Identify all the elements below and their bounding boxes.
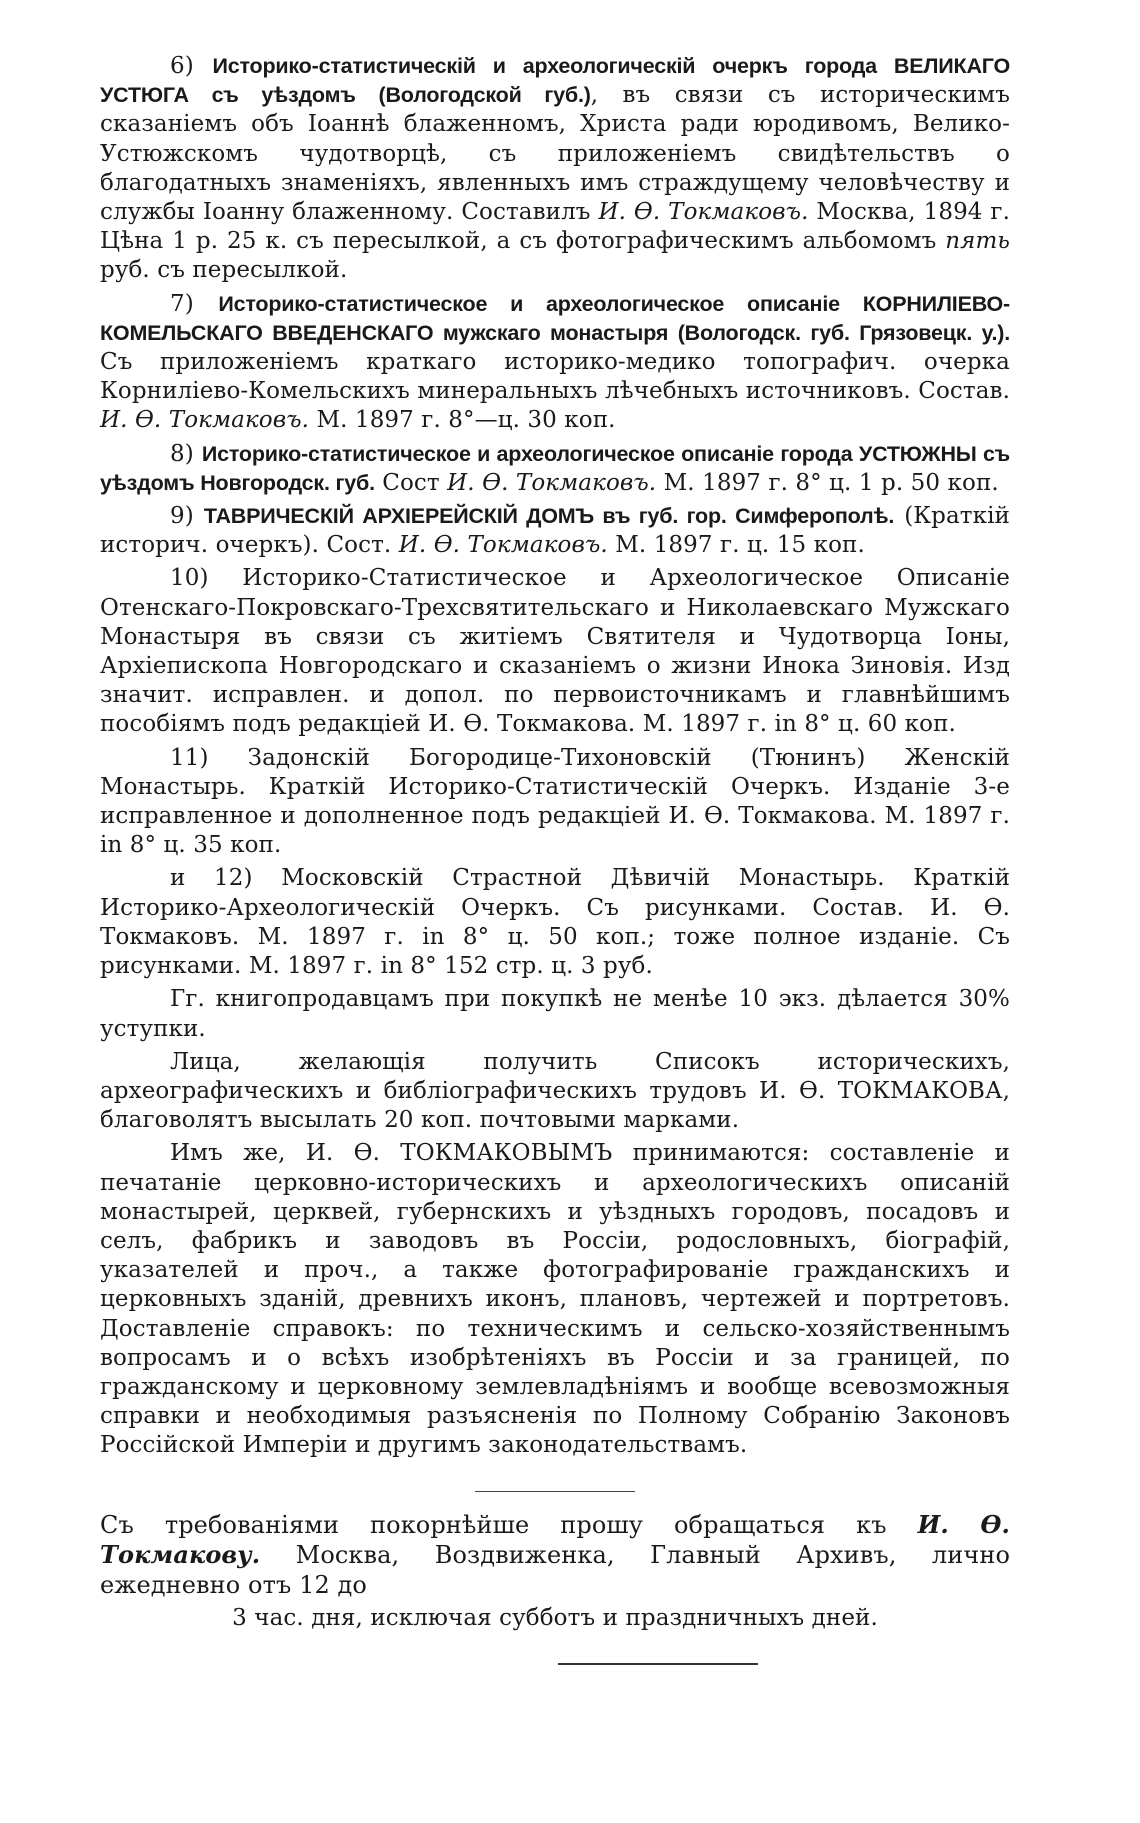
entry-11 [100,744,1010,861]
entry-body: , въ связи съ историческимъ сказаніемъ объ Іоаннѣ блаженномъ, Христа ради юродивомъ, Велико-Устюжскомъ чудотворцѣ, съ приложеніемъ свидѣтельствъ о благодатныхъ знаменіяхъ, явленныхъ имъ страждущему человѣчеству и службы Іоанну блаженному. Составилъ [100,82,1011,226]
entry-author: И. Ѳ. Токмаковъ. [598,199,809,226]
contact-hours: 3 час. дня, исключая субботъ и праздничныхъ дней. [232,1604,878,1631]
entry-title: Историко-статистическое и археологическое описаніе города УСТЮЖНЫ съ уѣздомъ Новгородск. губ. [100,441,1010,495]
services-notice: Имъ же, И. Ѳ. ТОКМАКОВЫМЪ принимаются: составленіе и печатаніе церковно-историческихъ и археологическихъ описаній монастырей, церквей, губернскихъ и уѣздныхъ городовъ, посадовъ и селъ, фабрикъ и заводовъ въ Россіи, родословныхъ, біографій, указателей и проч., а также фотографированіе гражданскихъ и церковныхъ зданій, древнихъ иконъ, плановъ, чертежей и портретовъ. Доставленіе справокъ: по техническимъ и сельско-хозяйственнымъ вопросамъ и о всѣхъ изобрѣтеніяхъ въ Россіи и за границей, по гражданскому и церковному землевладѣніямъ и вообще всевозможныя справки и необходимыя разъясненія по Полному Собранію Законовъ Россійской Имперіи и другимъ законодательствамъ. [100,1140,1010,1459]
entry-7 [100,290,1010,436]
entry-text: Историко-Статистическое и Археологическое Описаніе Отенскаго-Покровскаго-Трехсвятительскаго и Николаевскаго Мужскаго Монастыря въ связи съ житіемъ Святителя и Чудотворца Іоны, Архіепископа Новгородскаго и сказаніемъ о жизни Инока Зиновія. Изд значит. исправлен. и допол. по первоисточникамъ и главнѣйшимъ пособіямъ подъ редакціей И. Ѳ. Токмакова. М. 1897 г. in 8° ц. 60 коп. [100,565,1010,738]
entry-body: Сост [374,469,448,496]
entry-number: 9) [170,503,194,530]
entry-tail: руб. съ пересылкой. [100,257,348,284]
entry-title: Историко-статистическій и археологическій очеркъ города ВЕЛИКАГО УСТЮГА съ уѣздомъ (Вологодской губ.) [100,54,1010,108]
entry-body: (Краткій историч. очеркъ). Сост. [100,503,1010,559]
list-request-notice: Лица, желающія получить Списокъ историческихъ, археографическихъ и библіографическихъ трудовъ И. Ѳ. ТОКМАКОВА, благоволятъ высылать 20 коп. почтовыми марками. [100,1048,1010,1134]
entry-price-word: пять [945,228,1010,255]
footer-divider [558,1663,758,1665]
contact-name: И. Ѳ. Токмакову. [100,1509,1011,1569]
entry-tail: М. 1897 г. 8°—ц. 30 коп. [309,407,616,434]
entry-number: 8) [170,440,194,467]
entry-author: И. Ѳ. Токмаковъ. [398,532,608,559]
entry-tail: М. 1897 г. 8° ц. 1 р. 50 коп. [656,469,999,496]
entry-tail: М. 1897 г. ц. 15 коп. [607,532,865,559]
section-divider [475,1491,635,1492]
entry-text: Задонскій Богородице-Тихоновскій (Тюнинъ) Женскій Монастырь. Краткій Историко-Статистическій Очеркъ. Изданіе 3-е исправленное и дополненное подъ редакціей И. Ѳ. Токмакова. М. 1897 г. in 8° ц. 35 коп. [100,744,1010,859]
entry-9 [100,502,1010,560]
contact-lead-text: Съ требованіями покорнѣйше прошу обращаться къ [100,1510,918,1539]
entry-author: И. Ѳ. Токмаковъ. [447,469,657,496]
entry-tail: Москва, 1894 г. Цѣна 1 р. 25 к. съ пересылкой, а съ фотографическимъ альбомомъ [100,199,1010,255]
contact-lead [100,1510,1010,1600]
entry-author: И. Ѳ. Токмаковъ. [100,407,310,434]
entry-number: 6) [170,53,194,79]
entry-number: 7) [170,290,194,317]
entry-title: Историко-статистическое и археологическое описаніе КОРНИЛІЕВО-КОМЕЛЬСКАГО ВВЕДЕНСКАГО мужскаго монастыря (Вологодск. губ. Грязовецк. у.). [100,291,1010,345]
entry-title: ТАВРИЧЕСКІЙ АРХІЕРЕЙСКІЙ ДОМЪ въ губ. гор. Симферополѣ. [203,504,895,529]
entry-8 [100,440,1010,498]
entry-text: Московскій Страстной Дѣвичій Монастырь. Краткій Историко-Археологическій Очеркъ. Съ рисунками. Состав. И. Ѳ. Токмаковъ. М. 1897 г. in 8° ц. 50 коп.; тоже полное изданіе. Съ рисунками. М. 1897 г. in 8° 152 стр. ц. 3 руб. [100,865,1010,980]
discount-notice: Гг. книгопродавцамъ при покупкѣ не менѣе 10 экз. дѣлается 30% уступки. [100,986,1010,1042]
entry-number: 11) [170,744,209,771]
contact-address: Москва, Воздвиженка, Главный Архивъ, лично ежедневно отъ 12 до [100,1540,1010,1599]
entry-number: 10) [170,565,209,592]
entry-6 [100,52,1010,286]
entry-12 [100,864,1010,981]
entry-body: Съ приложеніемъ краткаго историко-медико топографич. очерка Корниліево-Комельскихъ минеральныхъ лѣчебныхъ источниковъ. Состав. [100,349,1010,405]
entry-number: и 12) [170,865,253,892]
entry-10 [100,564,1010,739]
